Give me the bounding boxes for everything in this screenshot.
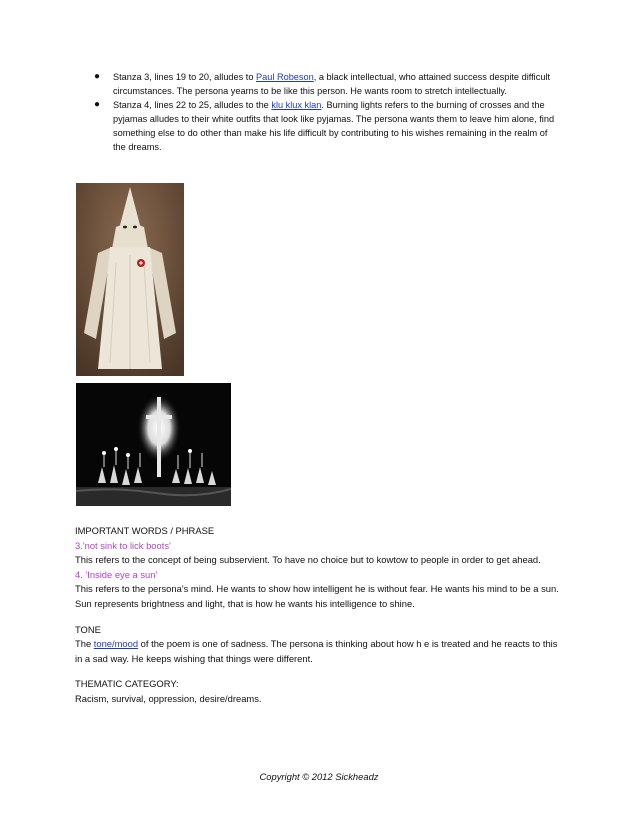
bullet-text-before: Stanza 3, lines 19 to 20, alludes to <box>113 72 257 82</box>
klu-klux-klan-link[interactable]: klu klux klan <box>271 100 322 110</box>
tone-mood-link[interactable]: tone/mood <box>93 638 139 650</box>
thematic-heading: THEMATIC CATEGORY: <box>75 678 179 690</box>
quote-inside-eye: 4. 'Inside eye a sun' <box>75 568 158 580</box>
list-item <box>92 98 562 154</box>
quote-not-sink-explanation: This refers to the concept of being subservient. To have no choice but to kowtow to people in order to get ahead. <box>75 554 541 566</box>
bullet-icon: ● <box>94 71 101 82</box>
bullet-text-after: . Burning lights refers to the burning of crosses and the pyjamas alludes to their white outfits that look like pyjamas. The persona wants them to leave him alone, find something else to do other than make his life difficult by contributing to his wishes remaining in the realm of the dreams. <box>113 100 555 152</box>
copyright-footer: Copyright © 2012 Sickheadz <box>259 771 379 782</box>
white-robe-photo <box>76 183 184 376</box>
tone-text-before: The <box>75 638 94 650</box>
important-words-heading: IMPORTANT WORDS / PHRASE <box>75 525 215 536</box>
tone-heading: TONE <box>75 623 101 635</box>
quote-not-sink: 3.'not sink to lick boots' <box>75 539 171 551</box>
thematic-text: Racism, survival, oppression, desire/dreams. <box>75 692 262 704</box>
list-item <box>92 70 562 98</box>
bullet-text-before: Stanza 4, lines 22 to 25, alludes to the <box>113 100 272 110</box>
paul-robeson-link[interactable]: Paul Robeson <box>256 72 314 82</box>
tone-text-after: of the poem is one of sadness. The persona is thinking about how h e is treated and he reacts to this in a sad way. He keeps wishing that things were different. <box>75 638 558 664</box>
tone-text <box>75 637 565 666</box>
allusion-list <box>92 70 562 154</box>
bullet-text-after: , a black intellectual, who attained success despite difficult circumstances. The persona yearns to be like this person. He wants room to stretch intellectually. <box>113 72 551 96</box>
robe-illustration <box>76 183 184 376</box>
bullet-icon: ● <box>94 99 101 110</box>
cross-burning-photo <box>76 383 231 506</box>
quote-inside-eye-explanation: This refers to the persona's mind. He wants to show how intelligent he is without fear. He wants his mind to be a sun. Sun represents brightness and light, that is how he wants his intelligence to shine. <box>75 583 559 609</box>
rally-illustration <box>76 383 231 506</box>
notes-body <box>75 524 565 707</box>
